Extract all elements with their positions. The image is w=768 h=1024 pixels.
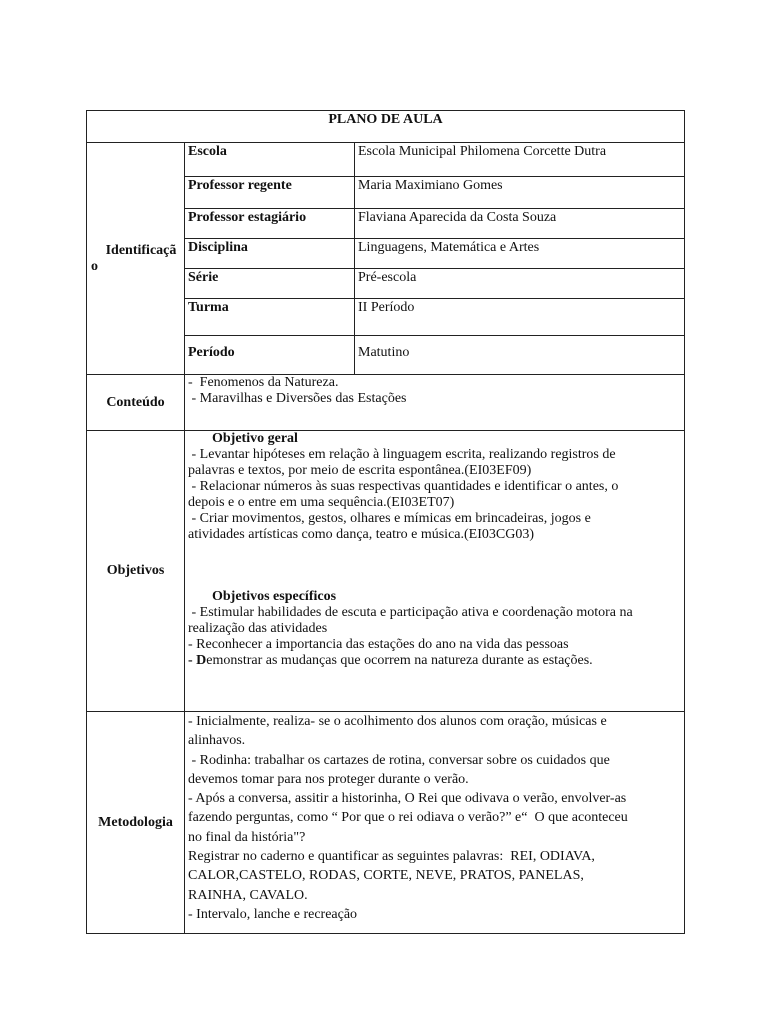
objetivos-row: [87, 431, 685, 712]
ident-row-escola: [87, 143, 685, 177]
field-value: Pré-escola: [355, 269, 685, 299]
identificacao-label-part1: Identificaçã: [105, 243, 177, 258]
content-line: - Fenomenos da Natureza.: [188, 375, 339, 390]
objetivo-line: - Levantar hipóteses em relação à linguagem escrita, realizando registros de: [188, 447, 616, 462]
objetivo-line: realização das atividades: [188, 621, 328, 636]
field-value: Escola Municipal Philomena Corcette Dutra: [355, 143, 685, 177]
metodologia-row: [87, 712, 685, 934]
conteudo-content: [185, 375, 685, 431]
objetivo-line: atividades artísticas como dança, teatro e música.(EI03CG03): [188, 527, 534, 542]
spacer: [188, 543, 681, 589]
conteudo-label: Conteúdo: [87, 375, 185, 431]
document-title: PLANO DE AULA: [87, 111, 685, 143]
metodologia-line: - Rodinha: trabalhar os cartazes de rotina, conversar sobre os cuidados que: [188, 752, 610, 768]
field-label: Professor regente: [185, 177, 355, 209]
field-label: Disciplina: [185, 239, 355, 269]
lesson-plan-table: [86, 110, 685, 934]
metodologia-line: Registrar no caderno e quantificar as seguintes palavras: REI, ODIAVA,: [188, 849, 595, 865]
field-value: II Período: [355, 299, 685, 336]
metodologia-line: devemos tomar para nos proteger durante o verão.: [188, 771, 469, 787]
metodologia-label: Metodologia: [87, 712, 185, 934]
field-label: Período: [185, 336, 355, 375]
metodologia-content: [185, 712, 685, 934]
field-label: Turma: [185, 299, 355, 336]
field-value: Maria Maximiano Gomes: [355, 177, 685, 209]
objetivo-line: - Reconhecer a importancia das estações do ano na vida das pessoas: [188, 637, 569, 652]
objetivos-label: Objetivos: [87, 431, 185, 712]
objetivo-line-last: [188, 653, 681, 669]
objetivo-line: depois e o entre em uma sequência.(EI03ET07): [188, 495, 455, 510]
metodologia-line: RAINHA, CAVALO.: [188, 887, 308, 903]
field-label: Escola: [185, 143, 355, 177]
objetivos-content: [185, 431, 685, 712]
lesson-plan-document: [86, 110, 684, 934]
metodologia-line: - Após a conversa, assitir a historinha, O Rei que odivava o verão, envolver-as: [188, 791, 627, 807]
metodologia-line: alinhavos.: [188, 733, 246, 749]
metodologia-line: CALOR,CASTELO, RODAS, CORTE, NEVE, PRATOS, PANELAS,: [188, 868, 584, 884]
line-rest: emonstrar as mudanças que ocorrem na natureza durante as estações.: [206, 653, 593, 668]
field-value: Matutino: [355, 336, 685, 375]
objetivo-geral-heading: Objetivo geral: [212, 431, 298, 446]
metodologia-line: - Inicialmente, realiza- se o acolhimento dos alunos com oração, músicas e: [188, 714, 607, 729]
bold-prefix: - D: [188, 653, 207, 668]
metodologia-line: no final da história"?: [188, 829, 306, 845]
field-value: Linguagens, Matemática e Artes: [355, 239, 685, 269]
metodologia-line: - Intervalo, lanche e recreação: [188, 906, 358, 922]
objetivos-especificos-heading: Objetivos específicos: [212, 589, 337, 604]
identificacao-label: [87, 143, 185, 375]
field-label: Professor estagiário: [185, 209, 355, 239]
field-label: Série: [185, 269, 355, 299]
identificacao-label-part2: o: [91, 259, 98, 274]
content-line: - Maravilhas e Diversões das Estações: [188, 391, 407, 406]
title-row: [87, 111, 685, 143]
objetivo-line: - Criar movimentos, gestos, olhares e mímicas em brincadeiras, jogos e: [188, 511, 591, 526]
objetivo-line: - Estimular habilidades de escuta e participação ativa e coordenação motora na: [188, 605, 633, 620]
conteudo-row: [87, 375, 685, 431]
field-value: Flaviana Aparecida da Costa Souza: [355, 209, 685, 239]
metodologia-line: fazendo perguntas, como “ Por que o rei odiava o verão?” e“ O que aconteceu: [188, 810, 628, 826]
objetivo-line: - Relacionar números às suas respectivas quantidades e identificar o antes, o: [188, 479, 619, 494]
objetivo-line: palavras e textos, por meio de escrita espontânea.(EI03EF09): [188, 463, 532, 478]
